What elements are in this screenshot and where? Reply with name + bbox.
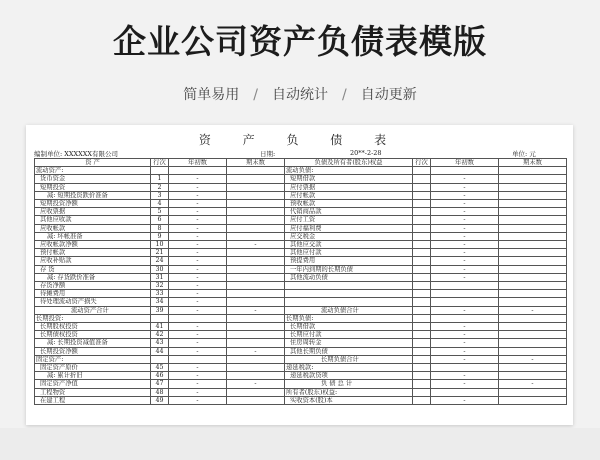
tag-easy: 简单易用 [183,87,240,103]
table-row [35,396,567,404]
right-line-no-cell [413,183,431,191]
left-line-no-cell: 43 [151,339,169,347]
left-end-cell: - [227,347,285,355]
right-line-no-cell [413,323,431,331]
left-end-cell [227,355,285,363]
right-begin-cell: - [431,331,499,339]
left-begin-cell: - [169,249,227,257]
left-begin-cell: - [169,232,227,240]
left-item-cell: 短期投资净额 [35,200,151,208]
left-begin-cell [169,355,227,363]
right-begin-cell: - [431,347,499,355]
right-end-cell [499,249,567,257]
right-end-cell [499,257,567,265]
right-begin-cell: - [431,396,499,404]
left-begin-cell: - [169,364,227,372]
left-item-cell: 减: 短期投资跌价准备 [35,191,151,199]
left-begin-cell: - [169,273,227,281]
left-begin-cell: - [169,216,227,224]
right-line-no-cell [413,257,431,265]
right-begin-cell [431,364,499,372]
table-row [35,331,567,339]
right-begin-cell: - [431,306,499,314]
right-begin-cell: - [431,265,499,273]
right-item-cell: 长期负债合计 [285,355,413,363]
right-item-cell: 其他应付款 [285,249,413,257]
left-begin-cell: - [169,200,227,208]
left-begin-cell: - [169,265,227,273]
tag-auto-update: 自动更新 [360,87,417,103]
right-item-cell: 长期借款 [285,323,413,331]
left-begin-cell: - [169,208,227,216]
left-begin-cell: - [169,331,227,339]
date-label: 日期: [260,150,276,158]
left-line-no-cell: 3 [151,191,169,199]
header-liabilities-equity: 负债及所有者(股东)权益 [285,159,413,167]
right-end-cell [499,265,567,273]
left-begin-cell: - [169,191,227,199]
right-item-cell: 预收帐款 [285,200,413,208]
right-end-cell [499,347,567,355]
right-end-cell [499,364,567,372]
bottom-shade [0,428,600,460]
right-end-cell: - [499,306,567,314]
left-line-no-cell: 42 [151,331,169,339]
left-line-no-cell: 48 [151,388,169,396]
left-end-cell [227,216,285,224]
right-item-cell: 递延税款贷项 [285,372,413,380]
right-end-cell [499,388,567,396]
right-item-cell: 应交税金 [285,232,413,240]
right-line-no-cell [413,298,431,306]
table-row [35,183,567,191]
left-item-cell: 工程物资 [35,388,151,396]
sheet-title: 资 产 负 债 表 [198,133,401,147]
table-row [35,290,567,298]
table-row [35,175,567,183]
left-end-cell [227,298,285,306]
left-begin-cell: - [169,290,227,298]
right-line-no-cell [413,241,431,249]
right-end-cell [499,216,567,224]
right-item-cell: 其他长期负债 [285,347,413,355]
right-end-cell [499,167,567,175]
left-item-cell: 固定资产: [35,355,151,363]
left-item-cell: 减: 存货跌价准备 [35,273,151,281]
right-item-cell: 递延税款: [285,364,413,372]
right-begin-cell: - [431,183,499,191]
left-begin-cell: - [169,224,227,232]
left-item-cell: 减: 长期投资减值准备 [35,339,151,347]
left-begin-cell: - [169,339,227,347]
left-item-cell: 货币资金 [35,175,151,183]
header-line-no: 行次 [413,159,431,167]
right-line-no-cell [413,224,431,232]
tag-auto-stats: 自动统计 [272,87,328,103]
left-end-cell [227,208,285,216]
right-begin-cell: - [431,355,499,363]
right-end-cell [499,323,567,331]
right-line-no-cell [413,200,431,208]
left-item-cell: 存货净额 [35,282,151,290]
left-line-no-cell: 5 [151,208,169,216]
left-line-no-cell: 34 [151,298,169,306]
table-row [35,388,567,396]
right-item-cell: 负 债 总 计 [285,380,413,388]
left-item-cell: 预付帐款 [35,249,151,257]
right-end-cell [499,232,567,240]
left-line-no-cell: 33 [151,290,169,298]
left-begin-cell: - [169,298,227,306]
left-end-cell [227,191,285,199]
right-item-cell: 其他流动负债 [285,273,413,281]
table-row [35,314,567,322]
left-line-no-cell: 10 [151,241,169,249]
right-item-cell: 长期应付款 [285,331,413,339]
left-line-no-cell: 30 [151,265,169,273]
table-row [35,372,567,380]
right-end-cell: - [499,355,567,363]
table-header-row [35,159,567,167]
left-line-no-cell: 41 [151,323,169,331]
left-line-no-cell: 2 [151,183,169,191]
table-row [35,339,567,347]
left-line-no-cell: 24 [151,257,169,265]
right-item-cell [285,290,413,298]
feature-tagline [0,84,600,104]
left-item-cell: 待摊费用 [35,290,151,298]
left-end-cell: - [227,241,285,249]
left-item-cell: 长期投资净额 [35,347,151,355]
right-item-cell: 应付工资 [285,216,413,224]
right-item-cell: 一年内到期的长期负债 [285,265,413,273]
left-line-no-cell: 21 [151,249,169,257]
left-end-cell [227,364,285,372]
right-line-no-cell [413,167,431,175]
left-item-cell: 应收票据 [35,208,151,216]
right-begin-cell: - [431,224,499,232]
left-line-no-cell [151,167,169,175]
right-line-no-cell [413,355,431,363]
left-end-cell [227,232,285,240]
right-item-cell: 流动负债: [285,167,413,175]
right-end-cell [499,183,567,191]
left-end-cell [227,314,285,322]
table-row [35,364,567,372]
right-line-no-cell [413,347,431,355]
right-line-no-cell [413,372,431,380]
right-end-cell [499,396,567,404]
table-row [35,323,567,331]
right-end-cell [499,241,567,249]
right-item-cell: 应付福利费 [285,224,413,232]
right-item-cell: 预提费用 [285,257,413,265]
right-begin-cell: - [431,241,499,249]
left-end-cell [227,290,285,298]
table-row [35,347,567,355]
left-end-cell [227,249,285,257]
header-end-amount: 期末数 [499,159,567,167]
right-end-cell [499,314,567,322]
right-begin-cell: - [431,191,499,199]
left-end-cell [227,323,285,331]
left-item-cell: 固定资产净值 [35,380,151,388]
left-line-no-cell: 8 [151,224,169,232]
left-end-cell: - [227,306,285,314]
right-line-no-cell [413,191,431,199]
table-row [35,191,567,199]
left-end-cell [227,183,285,191]
right-item-cell: 短期借款 [285,175,413,183]
right-item-cell: 代销商品款 [285,208,413,216]
company-label: 编制单位: XXXXXX有限公司 [34,150,119,158]
right-item-cell: 所有者(股东)权益: [285,388,413,396]
right-end-cell [499,224,567,232]
left-begin-cell: - [169,347,227,355]
right-item-cell: 长期负债: [285,314,413,322]
header-end-amount: 期末数 [227,159,285,167]
right-line-no-cell [413,208,431,216]
left-item-cell: 其他应收款 [35,216,151,224]
left-begin-cell: - [169,282,227,290]
right-end-cell [499,200,567,208]
right-item-cell: 应付票据 [285,183,413,191]
tag-separator: / [253,87,258,103]
header-begin-amount: 年初数 [169,159,227,167]
left-begin-cell [169,314,227,322]
right-line-no-cell [413,282,431,290]
left-item-cell: 减: 坏帐准备 [35,232,151,240]
left-item-cell: 长期股权投资 [35,323,151,331]
header-assets: 资 产 [35,159,151,167]
left-line-no-cell: 31 [151,273,169,281]
left-line-no-cell: 9 [151,232,169,240]
left-line-no-cell: 4 [151,200,169,208]
table-row [35,257,567,265]
right-item-cell: 流动负债合计 [285,306,413,314]
left-end-cell [227,273,285,281]
table-row [35,298,567,306]
left-line-no-cell [151,314,169,322]
left-begin-cell: - [169,306,227,314]
left-begin-cell: - [169,388,227,396]
right-begin-cell: - [431,200,499,208]
right-line-no-cell [413,290,431,298]
right-end-cell [499,339,567,347]
right-end-cell [499,208,567,216]
header-begin-amount: 年初数 [431,159,499,167]
left-end-cell [227,282,285,290]
left-end-cell [227,331,285,339]
right-begin-cell: - [431,372,499,380]
right-begin-cell [431,388,499,396]
right-line-no-cell [413,396,431,404]
right-item-cell: 其他应交款 [285,241,413,249]
left-line-no-cell: 46 [151,372,169,380]
right-begin-cell: - [431,257,499,265]
table-row [35,232,567,240]
left-item-cell: 减: 累计折旧 [35,372,151,380]
balance-sheet-preview [26,125,573,425]
table-row [35,355,567,363]
table-body [35,167,567,405]
left-begin-cell: - [169,257,227,265]
left-end-cell [227,257,285,265]
left-item-cell: 固定资产原价 [35,364,151,372]
right-end-cell [499,282,567,290]
right-begin-cell [431,167,499,175]
right-begin-cell: - [431,380,499,388]
left-end-cell [227,388,285,396]
left-end-cell [227,396,285,404]
left-begin-cell: - [169,241,227,249]
date-value: 20**-2-28 [350,149,382,157]
left-line-no-cell: 47 [151,380,169,388]
left-item-cell: 流动资产: [35,167,151,175]
right-line-no-cell [413,331,431,339]
right-item-cell: 住房周转金 [285,339,413,347]
right-begin-cell: - [431,323,499,331]
left-line-no-cell: 1 [151,175,169,183]
left-begin-cell: - [169,396,227,404]
left-item-cell: 应收帐款 [35,224,151,232]
left-item-cell: 长期债权投资 [35,331,151,339]
left-line-no-cell: 6 [151,216,169,224]
right-begin-cell: - [431,208,499,216]
right-item-cell [285,282,413,290]
right-line-no-cell [413,306,431,314]
right-line-no-cell [413,380,431,388]
table-row [35,241,567,249]
table-row [35,380,567,388]
banner-title: 企业公司资产负债表模版 [113,22,487,61]
left-line-no-cell [151,355,169,363]
right-begin-cell [431,298,499,306]
right-line-no-cell [413,216,431,224]
table-row [35,208,567,216]
right-end-cell [499,331,567,339]
right-end-cell [499,298,567,306]
left-end-cell [227,175,285,183]
left-item-cell: 流动资产合计 [35,306,151,314]
left-begin-cell: - [169,380,227,388]
right-begin-cell: - [431,232,499,240]
left-item-cell: 应收帐款净额 [35,241,151,249]
left-begin-cell: - [169,372,227,380]
right-item-cell [285,298,413,306]
table-row [35,224,567,232]
right-begin-cell: - [431,216,499,224]
left-begin-cell: - [169,175,227,183]
left-end-cell [227,339,285,347]
right-end-cell [499,290,567,298]
left-end-cell [227,167,285,175]
right-line-no-cell [413,364,431,372]
right-line-no-cell [413,314,431,322]
left-line-no-cell: 32 [151,282,169,290]
table-row [35,273,567,281]
left-end-cell: - [227,380,285,388]
tag-separator: / [342,87,347,103]
right-line-no-cell [413,265,431,273]
left-begin-cell: - [169,323,227,331]
left-item-cell: 应收补贴款 [35,257,151,265]
right-end-cell [499,175,567,183]
right-item-cell: 应付帐款 [285,191,413,199]
left-line-no-cell: 39 [151,306,169,314]
right-end-cell [499,372,567,380]
table-row [35,265,567,273]
balance-sheet-table [34,158,567,405]
right-begin-cell: - [431,249,499,257]
right-line-no-cell [413,388,431,396]
table-row [35,282,567,290]
left-item-cell: 短期投资 [35,183,151,191]
right-item-cell: 实收资本(股)本 [285,396,413,404]
left-begin-cell [169,167,227,175]
left-end-cell [227,372,285,380]
right-end-cell [499,273,567,281]
right-end-cell [499,191,567,199]
left-line-no-cell: 44 [151,347,169,355]
right-line-no-cell [413,273,431,281]
right-end-cell: - [499,380,567,388]
right-line-no-cell [413,232,431,240]
table-row [35,249,567,257]
right-begin-cell [431,314,499,322]
table-row [35,167,567,175]
table-row [35,216,567,224]
header-line-no: 行次 [151,159,169,167]
right-begin-cell [431,290,499,298]
left-item-cell: 待处理流动资产损失 [35,298,151,306]
left-line-no-cell: 49 [151,396,169,404]
right-begin-cell: - [431,273,499,281]
left-end-cell [227,200,285,208]
right-begin-cell: - [431,175,499,183]
left-item-cell: 长期投资: [35,314,151,322]
right-line-no-cell [413,249,431,257]
table-row [35,200,567,208]
right-begin-cell [431,282,499,290]
table-row [35,306,567,314]
left-end-cell [227,224,285,232]
currency-label: 单位: 元 [512,150,536,158]
left-item-cell: 存 货 [35,265,151,273]
left-end-cell [227,265,285,273]
right-line-no-cell [413,175,431,183]
right-line-no-cell [413,339,431,347]
left-item-cell: 在建工程 [35,396,151,404]
left-line-no-cell: 45 [151,364,169,372]
left-begin-cell: - [169,183,227,191]
right-begin-cell: - [431,339,499,347]
